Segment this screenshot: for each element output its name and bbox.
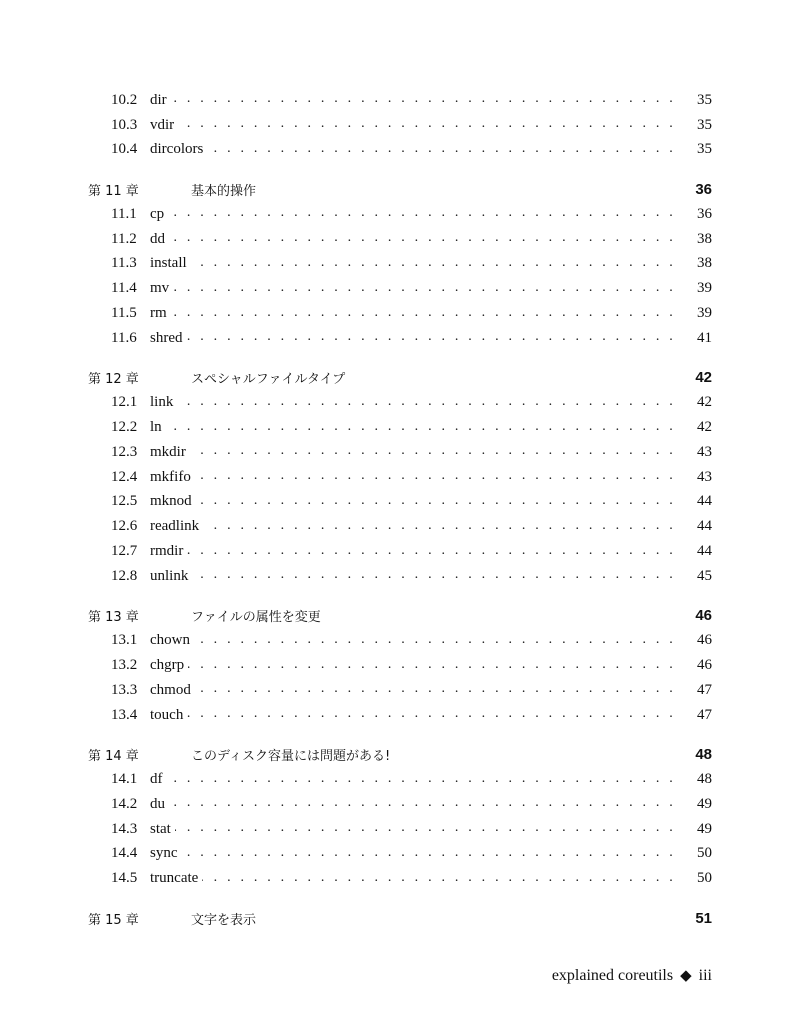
dot-leader (187, 329, 677, 347)
toc-chapter-row[interactable] (88, 366, 712, 391)
toc-section-row[interactable] (88, 252, 712, 277)
chapter-title: 文字を表示 (191, 912, 257, 928)
section-title: unlink (150, 567, 189, 584)
toc-section-row[interactable] (88, 842, 712, 867)
section-title: chmod (150, 681, 191, 698)
dot-leader (195, 468, 676, 486)
page-number: 36 (695, 181, 712, 199)
page-number: 45 (697, 567, 712, 584)
dot-leader (196, 493, 676, 511)
page-number: 39 (697, 280, 712, 297)
section-number: 13.4 (111, 706, 138, 723)
dot-leader (194, 632, 676, 650)
dot-leader (202, 870, 676, 888)
section-title: mknod (150, 493, 192, 510)
section-title: ln (150, 419, 162, 436)
page-number: 44 (697, 518, 712, 535)
page-number: 43 (697, 443, 712, 460)
chapter-label: 第 13 章 (88, 610, 139, 626)
footer-book-title: explained coreutils (551, 967, 674, 984)
section-title: rmdir (150, 543, 184, 560)
chapter-label: 第 11 章 (88, 184, 139, 200)
toc-section-row[interactable] (88, 628, 712, 653)
toc-section-row[interactable] (88, 390, 712, 415)
section-number: 13.2 (111, 657, 138, 674)
chapter-label: 第 15 章 (88, 912, 139, 928)
page-number: 47 (697, 706, 712, 723)
page-number: 49 (697, 820, 712, 837)
section-title: du (150, 795, 165, 812)
page-number: 48 (697, 771, 712, 787)
toc-section-row[interactable] (88, 539, 712, 564)
section-title: dir (150, 91, 167, 108)
page-number: 46 (695, 607, 712, 625)
section-title: chgrp (150, 657, 185, 674)
section-title: truncate (150, 870, 199, 887)
page-number: 48 (695, 746, 712, 764)
toc-section-row[interactable] (88, 653, 712, 678)
chapter-title: 基本的操作 (191, 184, 257, 200)
section-number: 12.7 (111, 543, 138, 560)
toc-section-row[interactable] (88, 703, 712, 728)
section-title: link (150, 394, 174, 411)
toc-section-row[interactable] (88, 440, 712, 465)
dot-leader (168, 205, 676, 223)
section-number: 11.4 (111, 280, 137, 297)
section-number: 14.1 (111, 771, 138, 787)
section-number: 14.2 (111, 795, 138, 812)
toc-chapter-row[interactable] (88, 177, 712, 202)
section-number: 10.2 (111, 91, 138, 108)
toc-section-row[interactable] (88, 276, 712, 301)
section-title: touch (150, 706, 184, 723)
chapter-label: 第 12 章 (88, 372, 139, 388)
page-number: 42 (695, 369, 712, 387)
section-number: 12.6 (111, 518, 138, 535)
page-number: 35 (697, 141, 712, 158)
toc-section-row[interactable] (88, 564, 712, 589)
page-number: 50 (697, 870, 712, 887)
section-title: mkdir (150, 443, 186, 460)
section-number: 12.8 (111, 567, 138, 584)
section-number: 11.5 (111, 305, 137, 322)
section-title: cp (150, 205, 165, 222)
dot-leader (188, 657, 676, 675)
section-number: 11.2 (111, 230, 137, 247)
page-number: 49 (697, 795, 712, 812)
section-title: sync (150, 845, 178, 862)
dot-leader (190, 443, 676, 461)
section-title: rm (150, 305, 167, 322)
page-number: 36 (697, 205, 712, 222)
chapter-title: スペシャルファイルタイプ (191, 372, 346, 388)
page-number: 51 (695, 909, 712, 927)
dot-leader (175, 820, 676, 838)
page-number: 44 (697, 543, 712, 560)
toc-section-row[interactable] (88, 678, 712, 703)
section-title: mkfifo (150, 468, 191, 485)
section-title: mv (150, 280, 170, 297)
section-number: 14.4 (111, 845, 138, 862)
section-title: df (150, 771, 163, 787)
section-title: chown (150, 632, 190, 649)
dot-leader (192, 567, 676, 585)
toc-chapter-row[interactable] (88, 604, 712, 629)
toc-section-row[interactable] (88, 202, 712, 227)
section-number: 14.5 (111, 870, 138, 887)
dot-leader (171, 91, 676, 109)
page-number: 38 (697, 255, 712, 272)
dot-leader (178, 116, 676, 134)
toc-section-row[interactable] (88, 465, 712, 490)
section-title: vdir (150, 116, 175, 133)
section-number: 11.6 (111, 329, 137, 346)
chapter-title: ファイルの属性を変更 (191, 610, 321, 626)
section-number: 10.3 (111, 116, 138, 133)
page-number: 44 (697, 493, 712, 510)
toc-chapter-row[interactable] (88, 906, 712, 931)
section-number: 14.3 (111, 820, 138, 837)
section-title: readlink (150, 518, 200, 535)
diamond-icon: ◆ (680, 968, 692, 984)
section-title: dircolors (150, 141, 204, 158)
section-number: 12.5 (111, 493, 138, 510)
toc-section-row[interactable] (88, 88, 712, 113)
toc-section-row[interactable] (88, 301, 712, 326)
page-number: 35 (697, 116, 712, 133)
chapter-title: このディスク容量には問題がある! (191, 749, 391, 765)
dot-leader (177, 394, 676, 412)
toc-section-row[interactable] (88, 415, 712, 440)
toc-section-row[interactable] (88, 817, 712, 842)
chapter-label: 第 14 章 (88, 749, 139, 765)
table-of-contents (88, 88, 712, 931)
toc-section-row[interactable] (88, 113, 712, 138)
section-number: 11.1 (111, 205, 137, 222)
page-number: 43 (697, 468, 712, 485)
toc-section-row[interactable] (88, 326, 712, 351)
dot-leader (203, 518, 676, 536)
section-title: shred (150, 329, 183, 346)
dot-leader (169, 230, 676, 248)
section-number: 11.3 (111, 255, 137, 272)
section-number: 10.4 (111, 141, 138, 158)
toc-section-row[interactable] (88, 792, 712, 817)
toc-section-row[interactable] (88, 227, 712, 252)
section-number: 12.3 (111, 443, 138, 460)
section-title: dd (150, 230, 165, 247)
dot-leader (166, 419, 676, 437)
section-title: stat (150, 820, 171, 837)
toc-section-row[interactable] (88, 767, 712, 792)
toc-section-row[interactable] (88, 866, 712, 891)
page-footer (552, 966, 712, 985)
section-number: 12.2 (111, 419, 138, 436)
dot-leader (195, 681, 676, 699)
section-number: 13.3 (111, 681, 138, 698)
toc-chapter-row[interactable] (88, 742, 712, 767)
dot-leader (169, 795, 676, 813)
page-number: 35 (697, 91, 712, 108)
page-number: 39 (697, 305, 712, 322)
section-number: 12.4 (111, 468, 138, 485)
toc-section-row[interactable] (88, 138, 712, 163)
dot-leader (187, 706, 676, 724)
page-number: 47 (697, 681, 712, 698)
dot-leader (182, 845, 677, 863)
footer-page-number: iii (698, 967, 712, 984)
section-number: 12.1 (111, 394, 138, 411)
page-number: 38 (697, 230, 712, 247)
section-title: install (150, 255, 187, 272)
page-number: 42 (697, 419, 712, 436)
page-number: 50 (697, 845, 712, 862)
page-number: 46 (697, 632, 712, 649)
page-number: 46 (697, 657, 712, 674)
dot-leader (187, 543, 676, 561)
dot-leader (191, 255, 676, 273)
dot-leader (173, 280, 676, 298)
page-number: 41 (697, 329, 712, 346)
section-number: 13.1 (111, 632, 138, 649)
toc-section-row[interactable] (88, 490, 712, 515)
toc-section-row[interactable] (88, 514, 712, 539)
dot-leader (207, 141, 676, 159)
page-number: 42 (697, 394, 712, 411)
dot-leader (167, 771, 677, 789)
dot-leader (171, 305, 676, 323)
